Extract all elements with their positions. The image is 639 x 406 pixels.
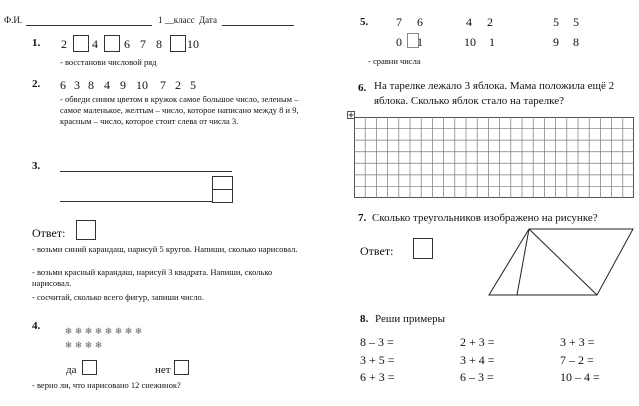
number: 6 bbox=[124, 37, 130, 51]
number: 6 bbox=[60, 78, 66, 92]
number: 2 bbox=[61, 37, 67, 51]
task-number: 5. bbox=[360, 16, 369, 28]
task-number: 4. bbox=[32, 320, 41, 332]
number: 10 bbox=[187, 37, 199, 51]
task-note: - обведи синим цветом в кружок самое большое число, зеленым – самое маленькое, желтым – число, которое написано между 8 и 9, красным – число, которое стоит слева от числа 3. bbox=[60, 94, 299, 126]
task-note: - восстанови числовой ряд bbox=[60, 57, 157, 67]
task-note: - возьми синий карандаш, нарисуй 5 кругов. Напиши, сколько нарисовал. bbox=[32, 244, 298, 254]
number: 1 bbox=[489, 35, 495, 49]
math-example: 2 + 3 = bbox=[460, 335, 495, 349]
snowflake-icon: ❄ bbox=[74, 326, 83, 336]
task-number: 2. bbox=[32, 78, 41, 90]
yes-label: да bbox=[66, 364, 77, 376]
task-note: - сравни числа bbox=[368, 56, 421, 66]
number: 10 bbox=[464, 35, 476, 49]
answer-label: Ответ: bbox=[360, 244, 394, 258]
math-example: 6 – 3 = bbox=[460, 370, 494, 384]
number: 5 bbox=[190, 78, 196, 92]
name-line[interactable] bbox=[26, 25, 152, 26]
math-example: 3 + 3 = bbox=[560, 335, 595, 349]
number: 9 bbox=[120, 78, 126, 92]
task-note: - возьми красный карандаш, нарисуй 3 квадрата. Напиши, сколько нарисовал. bbox=[32, 267, 273, 288]
answer-label: Ответ: bbox=[32, 226, 66, 240]
math-example: 3 + 5 = bbox=[360, 353, 395, 367]
snowflake-icon: ❄ bbox=[64, 326, 73, 336]
snowflake-icon: ❄ bbox=[104, 326, 113, 336]
drawing-line[interactable] bbox=[60, 201, 232, 202]
task-note: - сосчитай, сколько всего фигур, запиши число. bbox=[32, 292, 204, 302]
number: 0 bbox=[396, 35, 402, 49]
number: 7 bbox=[160, 78, 166, 92]
no-checkbox[interactable] bbox=[174, 360, 189, 375]
snowflake-icon: ❄ bbox=[84, 326, 93, 336]
answer-box[interactable] bbox=[104, 35, 120, 52]
number: 5 bbox=[553, 15, 559, 29]
task-text: Сколько треугольников изображено на рисунке? bbox=[372, 212, 598, 224]
task-note: - верно ли, что нарисовано 12 снежинок? bbox=[32, 380, 181, 390]
task-number: 3. bbox=[32, 160, 41, 172]
task-number: 8. bbox=[360, 313, 369, 325]
triangles-figure bbox=[487, 226, 635, 298]
number: 6 bbox=[417, 15, 423, 29]
task-number: 1. bbox=[32, 37, 41, 49]
number: 10 bbox=[136, 78, 148, 92]
answer-grid[interactable] bbox=[354, 117, 634, 198]
snowflake-icon: ❄ bbox=[94, 340, 103, 350]
number: 4 bbox=[104, 78, 110, 92]
answer-box[interactable] bbox=[76, 220, 96, 240]
snowflake-icon: ❄ bbox=[94, 326, 103, 336]
task-number: 7. bbox=[358, 212, 367, 224]
snowflake-icon: ❄ bbox=[64, 340, 73, 350]
number: 9 bbox=[553, 35, 559, 49]
name-label: Ф.И. bbox=[4, 15, 23, 25]
answer-box[interactable] bbox=[212, 189, 233, 203]
number: 5 bbox=[573, 15, 579, 29]
answer-box[interactable] bbox=[413, 238, 433, 259]
answer-box[interactable] bbox=[170, 35, 186, 52]
drawing-line[interactable] bbox=[60, 171, 232, 172]
number: 8 bbox=[156, 37, 162, 51]
answer-box[interactable] bbox=[73, 35, 89, 52]
number: 1 bbox=[417, 35, 423, 49]
task-text: На тарелке лежало 3 яблока. Мама положила ещё 2 яблока. Сколько яблок стало на тарелке? bbox=[374, 80, 615, 107]
grade-label: 1 __класс bbox=[158, 15, 195, 25]
math-example: 8 – 3 = bbox=[360, 335, 394, 349]
number: 4 bbox=[466, 15, 472, 29]
yes-checkbox[interactable] bbox=[82, 360, 97, 375]
math-example: 10 – 4 = bbox=[560, 370, 600, 384]
task-title: Реши примеры bbox=[375, 313, 445, 325]
number: 4 bbox=[92, 37, 98, 51]
snowflake-icon: ❄ bbox=[114, 326, 123, 336]
number: 8 bbox=[88, 78, 94, 92]
snowflake-icon: ❄ bbox=[74, 340, 83, 350]
number: 7 bbox=[140, 37, 146, 51]
snowflake-icon: ❄ bbox=[84, 340, 93, 350]
snowflake-icon: ❄ bbox=[134, 326, 143, 336]
task-number: 6. bbox=[358, 82, 367, 94]
math-example: 3 + 4 = bbox=[460, 353, 495, 367]
no-label: нет bbox=[155, 364, 171, 376]
number: 2 bbox=[487, 15, 493, 29]
number: 7 bbox=[396, 15, 402, 29]
number: 3 bbox=[74, 78, 80, 92]
date-line[interactable] bbox=[222, 25, 294, 26]
math-example: 7 – 2 = bbox=[560, 353, 594, 367]
number: 8 bbox=[573, 35, 579, 49]
number: 2 bbox=[175, 78, 181, 92]
snowflake-icon: ❄ bbox=[124, 326, 133, 336]
math-example: 6 + 3 = bbox=[360, 370, 395, 384]
date-label: Дата bbox=[199, 15, 217, 25]
